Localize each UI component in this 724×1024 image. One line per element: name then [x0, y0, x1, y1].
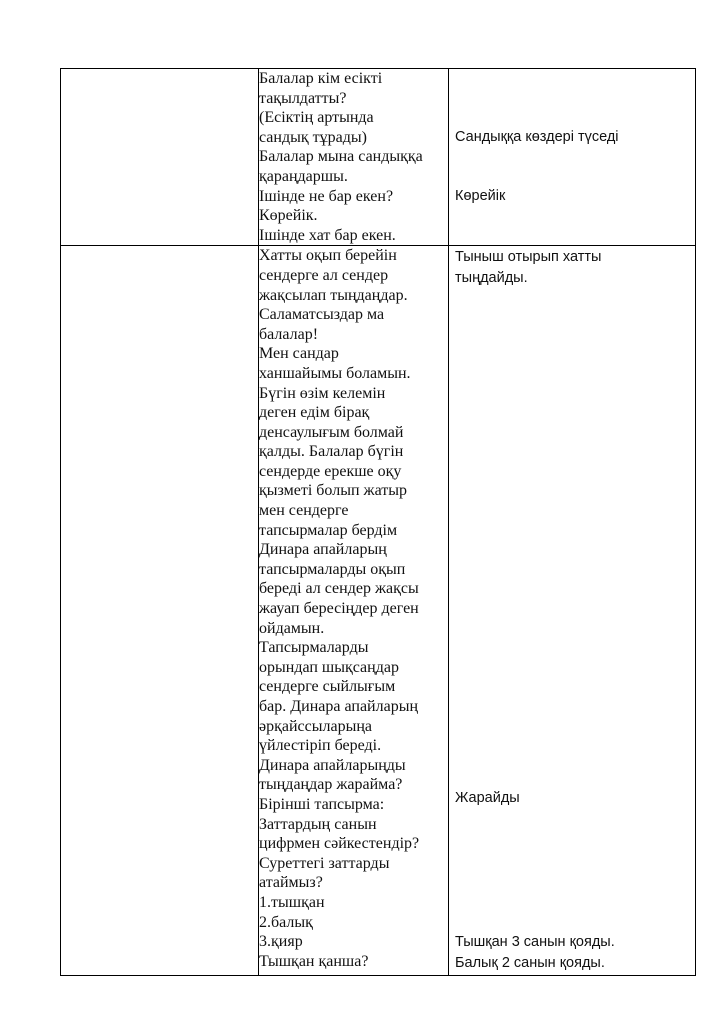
text-line: Суреттегі заттарды [259, 854, 390, 872]
text-line: тақылдатты? [259, 89, 347, 107]
row1-right-cell [449, 69, 696, 246]
response-text: Сандыққа көздері түседі [455, 129, 619, 145]
row2-left-cell [61, 246, 259, 976]
text-line: Динара апайларыңды [259, 756, 406, 774]
text-line: Тышқан қанша? [259, 952, 369, 970]
text-line: үйлестіріп береді. [259, 737, 382, 755]
response-text: Жарайды [455, 790, 520, 807]
text-line: ойдамын. [259, 619, 325, 637]
table-row [61, 69, 696, 246]
row1-left-cell [61, 69, 259, 246]
text-line: тапсырмалар бердім [259, 521, 398, 539]
text-line: 3.қияр [259, 933, 303, 951]
text-line: қалды. Балалар бүгін [259, 443, 404, 461]
text-line: тыңдаңдар жарайма? [259, 776, 403, 794]
text-line: Көрейік. [259, 207, 318, 225]
text-line: Бүгін өзім келемін [259, 384, 386, 402]
text-line: деген едім бірақ [259, 404, 370, 422]
text-line: атаймыз? [259, 874, 323, 892]
text-line: Балалар мына сандыққа [259, 148, 423, 166]
text-line: (Есіктің артында [259, 109, 374, 127]
text-line: денсаулығым болмай [259, 423, 404, 441]
row2-middle-cell [259, 246, 449, 976]
response-text: Тышқан 3 санын қояды. [455, 934, 615, 951]
response-text: тыңдайды. [455, 270, 528, 287]
text-line: тапсырмаларды оқып [259, 560, 406, 578]
text-line: сендерге ал сендер [259, 266, 389, 284]
response-text: Балық 2 санын қояды. [455, 955, 605, 972]
text-line: балалар! [259, 325, 319, 343]
text-line: Заттардың санын [259, 815, 377, 833]
response-text: Тыныш отырып хатты [455, 249, 602, 266]
text-line: береді ал сендер жақсы [259, 580, 419, 598]
text-line: Динара апайларың [259, 541, 387, 559]
text-line: сендерге сыйлығым [259, 678, 396, 696]
text-line: сендерде ерекше оқу [259, 462, 402, 480]
text-line: Мен сандар [259, 345, 339, 363]
text-line: ханшайымы боламын. [259, 364, 411, 382]
text-line: Балалар кім есікті [259, 70, 383, 87]
row1-middle-cell [259, 69, 449, 246]
text-line: қараңдаршы. [259, 167, 348, 185]
text-line: орындап шықсаңдар [259, 658, 399, 676]
text-line: мен сендерге [259, 502, 349, 520]
text-line: Ішінде не бар екен? [259, 187, 394, 205]
text-line: жауап бересіңдер деген [259, 600, 419, 618]
lesson-table [60, 68, 696, 976]
text-line: 1.тышқан [259, 893, 325, 911]
text-line: сандық тұрады) [259, 128, 367, 146]
text-line: Саламатсыздар ма [259, 306, 385, 324]
text-line: Бірінші тапсырма: [259, 795, 385, 813]
text-line: 2.балық [259, 913, 313, 931]
text-line: жақсылап тыңдаңдар. [259, 286, 408, 304]
text-line: Тапсырмаларды [259, 639, 369, 657]
text-line: қызметі болып жатыр [259, 482, 407, 500]
response-text: Көрейік [455, 188, 506, 204]
text-line: Ішінде хат бар екен. [259, 226, 396, 244]
text-line: Хатты оқып берейін [259, 247, 397, 265]
text-line: бар. Динара апайларың [259, 698, 418, 715]
text-line: әрқайссыларыңа [259, 717, 372, 735]
row2-right-cell [449, 246, 696, 976]
table-row [61, 246, 696, 976]
text-line: цифрмен сәйкестендір? [259, 835, 420, 853]
